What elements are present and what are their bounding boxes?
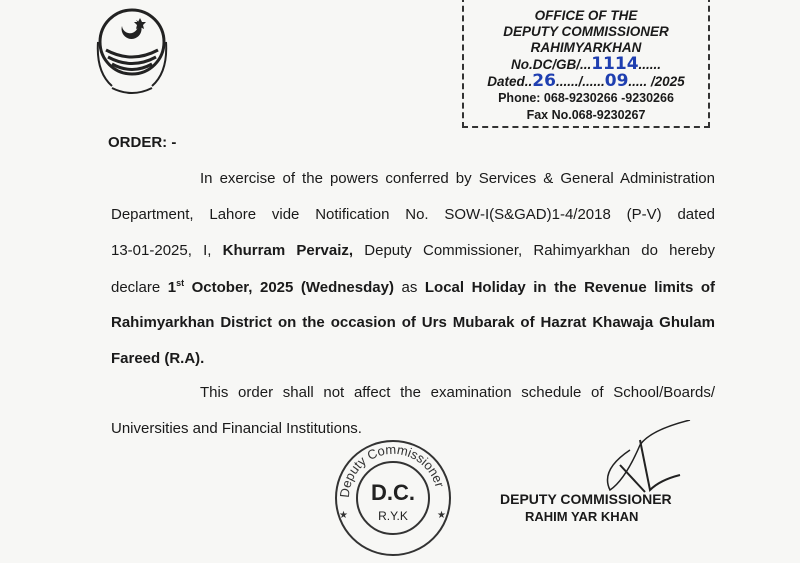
dated-label: Dated.. (487, 74, 533, 89)
seal-sub: R.Y.K (378, 509, 408, 523)
text: Deputy Commissioner, Rahimyarkhan do hereby (364, 242, 716, 259)
office-stamp (462, 0, 710, 128)
fax: Fax No.068-9230267 (526, 108, 646, 122)
no-trail: ...... (638, 57, 662, 72)
holiday-date (168, 279, 394, 296)
reference-number (464, 56, 708, 73)
paragraph-line (111, 242, 715, 259)
office-line: DEPUTY COMMISSIONER (503, 24, 669, 39)
seal-center: D.C. (371, 480, 415, 505)
text: declare (111, 279, 161, 296)
date-text: October, 2025 (Wednesday) (191, 279, 394, 296)
no-label: No.DC/GB/... (510, 57, 592, 72)
punjab-government-logo (92, 2, 172, 102)
paragraph-line: Fareed (R.A). (111, 350, 205, 367)
dated-month: 09 (604, 71, 629, 91)
text: 13-01-2025, I, (111, 242, 212, 259)
official-seal (333, 438, 453, 558)
paragraph-line: Department, Lahore vide Notification No. SOW-I(S&GAD)1-4/2018 (P-V) dated (111, 206, 715, 223)
seal-ring-text: Deputy Commissioner (336, 441, 448, 499)
svg-text:★: ★ (437, 510, 446, 521)
office-line: RAHIMYARKHAN (530, 40, 642, 55)
dated-year: ..... /2025 (628, 74, 685, 89)
order-title: ORDER: - (108, 134, 177, 151)
no-value: 1114 (591, 54, 639, 74)
dated-line (464, 73, 708, 90)
dated-sep: ....../...... (555, 74, 605, 89)
paragraph-line: Universities and Financial Institutions. (111, 420, 362, 437)
officer-name: Khurram Pervaiz, (222, 242, 354, 259)
signatory-title: DEPUTY COMMISSIONER (500, 491, 672, 507)
svg-text:★: ★ (339, 510, 348, 521)
text: as (401, 279, 418, 296)
paragraph-line (111, 278, 715, 296)
paragraph-line: In exercise of the powers conferred by Services & General Administration (200, 170, 715, 187)
day: 1 (167, 279, 177, 296)
dated-day: 26 (532, 71, 556, 91)
ordinal: st (176, 278, 185, 288)
signatory-place: RAHIM YAR KHAN (525, 509, 639, 524)
paragraph-line: This order shall not affect the examination schedule of School/Boards/ (200, 384, 715, 401)
office-line: OFFICE OF THE (534, 8, 638, 23)
paragraph-line: Rahimyarkhan District on the occasion of Urs Mubarak of Hazrat Khawaja Ghulam (111, 314, 715, 331)
holiday-text: Local Holiday in the Revenue limits of (424, 279, 716, 296)
phone: Phone: 068-9230266 -9230266 (498, 91, 674, 105)
